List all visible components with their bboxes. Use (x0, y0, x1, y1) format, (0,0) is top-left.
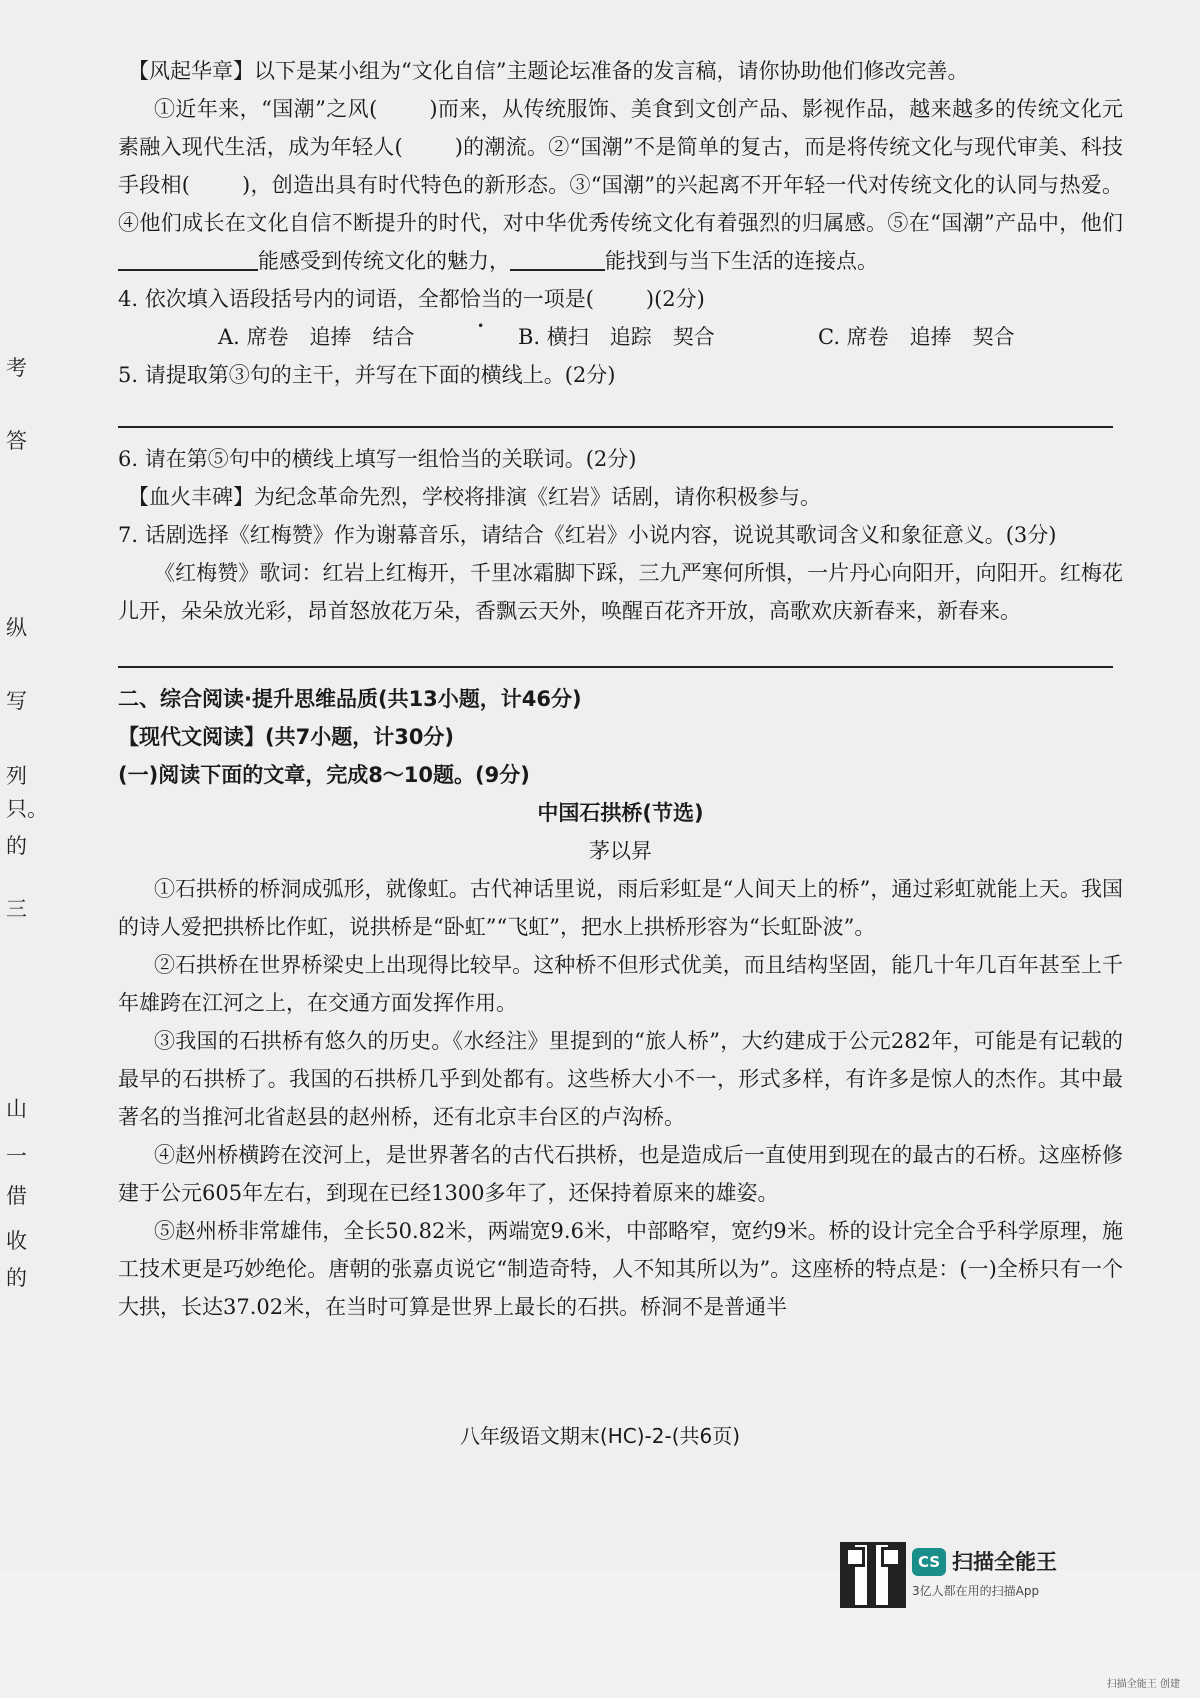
question-6: 6. 请在第⑤句中的横线上填写一组恰当的关联词。(2分) (118, 447, 637, 471)
section-2-heading: 二、综合阅读·提升思维品质(共13小题，计46分) (118, 687, 582, 711)
section-intro-xuehuo: 【血火丰碑】为纪念革命先烈，学校将排演《红岩》话剧，请你积极参与。 (128, 485, 821, 509)
article-paragraph: ④赵州桥横跨在洨河上，是世界著名的古代石拱桥，也是造成后一直使用到现在的最古的石桥。这座桥修建于公元605年左右，到现在已经1300多年了，还保持着原来的雄姿。 (118, 1143, 1123, 1205)
margin-char: 收 (6, 1229, 27, 1253)
part-1-heading: (一)阅读下面的文章，完成8～10题。(9分) (118, 763, 530, 787)
blank-line-1[interactable] (118, 247, 258, 271)
article-paragraph: ②石拱桥在世界桥梁史上出现得比较早。这种桥不但形式优美，而且结构坚固，能几十年几百年甚至上千年雄跨在江河之上，在交通方面发挥作用。 (118, 953, 1123, 1015)
passage-paragraph (118, 90, 1123, 280)
option-c[interactable]: C. 席卷 追捧 契合 (818, 325, 1015, 349)
passage-text: )，创造出具有时代特色的新形态。③“国潮”的兴起离不开年轻一代对传统文化的认同与热爱。④他们成长在文化自信不断提升的时代，对中华优秀传统文化有着强烈的归属感。⑤在“国潮”产品中，他们 (118, 173, 1123, 235)
q7-answer-line[interactable] (118, 644, 1113, 668)
passage-text: 能找到与当下生活的连接点。 (605, 249, 878, 273)
q4-text: 的一项是( (501, 287, 594, 311)
option-b[interactable]: B. 横扫 追踪 契合 (518, 325, 715, 349)
margin-char: 借 (6, 1184, 27, 1208)
qr-code-icon (840, 1542, 906, 1608)
q5-answer-line[interactable] (118, 404, 1113, 428)
margin-char: 的 (6, 834, 27, 858)
q4-emphasis: 恰当 (459, 287, 502, 311)
section-intro-fengqi: 【风起华章】以下是某小组为“文化自信”主题论坛准备的发言稿，请你协助他们修改完善。 (128, 59, 969, 83)
passage-text: ①近年来，“国潮”之风( (154, 97, 378, 121)
margin-char: 的 (6, 1266, 27, 1290)
option-a[interactable]: A. 席卷 追捧 结合 (218, 325, 415, 349)
margin-char: 一 (6, 1144, 27, 1168)
q4-options (118, 318, 1123, 356)
camscanner-logo: CS (912, 1548, 946, 1576)
modern-reading-heading: 【现代文阅读】(共7小题，计30分) (118, 725, 455, 749)
margin-char: 山 (6, 1097, 27, 1121)
page-content (118, 52, 1123, 1326)
article-paragraph: ①石拱桥的桥洞成弧形，就像虹。古代神话里说，雨后彩虹是“人间天上的桥”，通过彩虹就能上天。我国的诗人爱把拱桥比作虹，说拱桥是“卧虹”“飞虹”，把水上拱桥形容为“长虹卧波”。 (118, 877, 1123, 939)
page-footer: 八年级语文期末(HC)-2-(共6页) (459, 1424, 741, 1448)
q4-text: 4. 依次填入语段括号内的词语，全都 (118, 287, 460, 311)
passage-text: )而来，从传统服饰、美食到文创产品、影视作品，越来越多的传统文化元素融入现代生活，成为年轻人( (118, 97, 1123, 159)
article-paragraph: ③我国的石拱桥有悠久的历史。《水经注》里提到的“旅人桥”，大约建成于公元282年，可能是有记载的最早的石拱桥了。我国的石拱桥几乎到处都有。这些桥大小不一，形式多样，有许多是惊人的杰作。其中最著名的当推河北省赵县的赵州桥，还有北京丰台区的卢沟桥。 (118, 1029, 1123, 1129)
passage-text: 能感受到传统文化的魅力， (258, 249, 510, 273)
margin-char: 列 (6, 764, 27, 788)
article-author: 茅以昇 (589, 839, 652, 863)
q4-text: )(2分) (645, 287, 705, 311)
lyrics-text: 《红梅赞》歌词：红岩上红梅开，千里冰霜脚下踩，三九严寒何所惧，一片丹心向阳开，向阳开。红梅花儿开，朵朵放光彩，昂首怒放花万朵，香飘云天外，唤醒百花齐开放，高歌欢庆新春来，新春来。 (118, 561, 1123, 623)
margin-char: 三 (6, 897, 27, 921)
margin-char: 写 (6, 689, 27, 713)
margin-char: 考 (6, 356, 27, 380)
question-4 (118, 280, 1123, 318)
corner-stamp: 扫描全能王 创建 (1106, 1679, 1180, 1690)
passage-text: )的潮流。②“国潮”不是简单的复古，而是将传统文化与现代审美、科技手段相( (118, 135, 1123, 197)
question-7: 7. 话剧选择《红梅赞》作为谢幕音乐，请结合《红岩》小说内容，说说其歌词含义和象征意义。(3分) (118, 523, 1057, 547)
article-title: 中国石拱桥(节选) (537, 801, 704, 825)
scanner-watermark (840, 1542, 1140, 1612)
margin-char: 答 (6, 429, 27, 453)
camscanner-name: 扫描全能王 (952, 1550, 1057, 1574)
camscanner-tagline: 3亿人都在用的扫描App (912, 1584, 1040, 1598)
margin-char: 只。 (6, 797, 48, 821)
article-paragraph: ⑤赵州桥非常雄伟，全长50.82米，两端宽9.6米，中部略窄，宽约9米。桥的设计完全合乎科学原理，施工技术更是巧妙绝伦。唐朝的张嘉贞说它“制造奇特，人不知其所以为”。这座桥的特点是：(一)全桥只有一个大拱，长达37.02米，在当时可算是世界上最长的石拱。桥洞不是普通半 (118, 1219, 1123, 1319)
question-5: 5. 请提取第③句的主干，并写在下面的横线上。(2分) (118, 363, 616, 387)
margin-char: 纵 (6, 616, 27, 640)
blank-line-2[interactable] (510, 247, 605, 271)
